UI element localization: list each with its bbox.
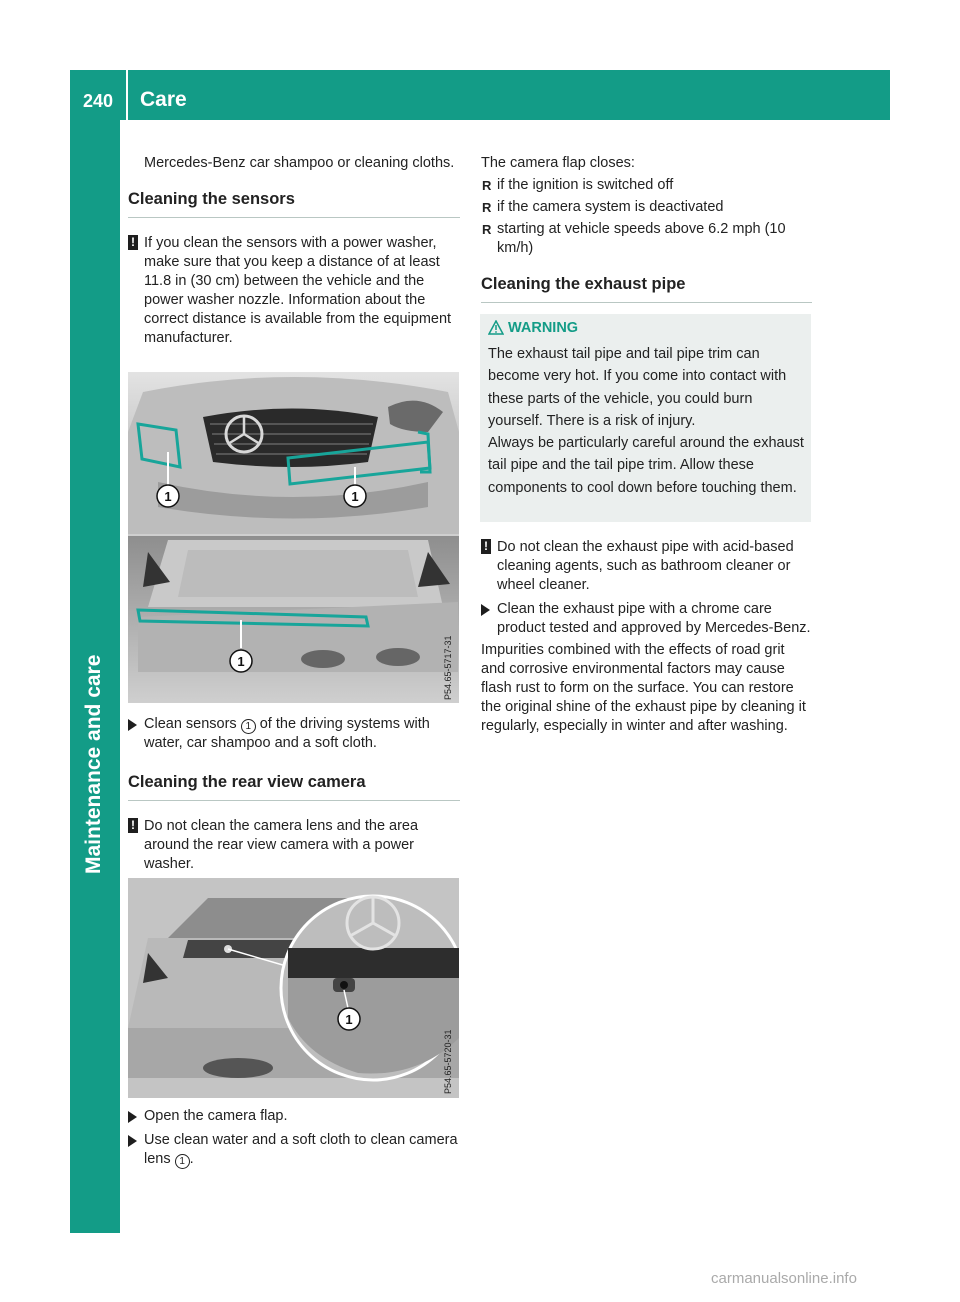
- step-arrow-icon: [128, 1135, 137, 1147]
- camera-step-1: [128, 1107, 460, 1126]
- left-column-3: [128, 1107, 460, 1169]
- exclamation-icon: !: [481, 539, 491, 554]
- sensors-figure: [128, 372, 459, 703]
- right-column: [481, 154, 812, 303]
- page-title: Care: [140, 88, 187, 111]
- camera-heading: Cleaning the rear view camera: [128, 773, 460, 801]
- callout-number: 1: [351, 489, 359, 504]
- page-number: 240: [82, 91, 114, 111]
- warning-body: [488, 343, 806, 499]
- watermark: carmanualsonline.info: [711, 1270, 857, 1287]
- intro-text: Mercedes-Benz car shampoo or cleaning cloths.: [144, 155, 455, 171]
- camera-figure: [128, 878, 459, 1098]
- callout-number: 1: [237, 654, 245, 669]
- exhaust-note: [481, 538, 812, 595]
- warning-box: [480, 314, 811, 522]
- exclamation-icon: !: [128, 235, 138, 250]
- sidebar-section-label: Maintenance and care: [82, 654, 105, 874]
- sensors-heading: Cleaning the sensors: [128, 190, 460, 218]
- flap-bullet: R if the camera system is deactivated: [482, 199, 724, 215]
- warning-title: WARNING: [508, 320, 579, 336]
- callout-icon: 1: [241, 719, 256, 734]
- flap-bullet: R starting at vehicle speeds above 6.2 mph (10 km/h): [482, 221, 786, 256]
- camera-note-text: Do not clean the camera lens and the area around the rear view camera with a power washer.: [144, 818, 419, 872]
- exclamation-icon: !: [128, 818, 138, 833]
- callout-icon: 1: [175, 1154, 190, 1169]
- warning-triangle-icon: [488, 320, 504, 335]
- exhaust-paragraph: Impurities combined with the effects of road grit and corrosive environmental factors may cause flash rust to form on the surface. You can restore the original shine of the exhaust pipe by cleaning it regularly, especially in winter and after washing.: [481, 642, 806, 734]
- left-column-2: [128, 715, 460, 874]
- exhaust-note-text: Do not clean the exhaust pipe with acid-based cleaning agents, such as bathroom cleaner or wheel cleaner.: [497, 539, 794, 593]
- page-header: [70, 70, 890, 120]
- camera-step-2-text-end: .: [189, 1151, 194, 1167]
- sensors-step: [128, 715, 460, 753]
- flap-bullet: R if the ignition is switched off: [482, 177, 674, 193]
- sensors-step-text: Clean sensors: [144, 716, 241, 732]
- figure-code: P54.65-5720-31: [443, 1029, 453, 1094]
- sensors-note-text: If you clean the sensors with a power washer, make sure that you keep a distance of at least 11.8 in (30 cm) between the vehicle and the power washer nozzle. Information about the correct distance is available from the equipment manufacturer.: [144, 235, 452, 346]
- warning-paragraph-1: The exhaust tail pipe and tail pipe trim can become very hot. If you come into contact with these parts of the vehicle, you could burn yourself. There is a risk of injury.: [488, 346, 787, 429]
- warning-paragraph-2: Always be particularly careful around the exhaust tail pipe and the tail pipe trim. Allow these components to cool down before touching them.: [488, 435, 804, 496]
- exhaust-step-text: Clean the exhaust pipe with a chrome care product tested and approved by Mercedes-Benz.: [497, 601, 811, 636]
- figure-code: P54.65-5717-31: [443, 635, 453, 700]
- camera-note: [128, 817, 460, 874]
- callout-number: 1: [164, 489, 172, 504]
- flap-bullet-text: starting at vehicle speeds above 6.2 mph (10 km/h): [497, 221, 786, 256]
- exhaust-heading: Cleaning the exhaust pipe: [481, 275, 812, 303]
- flap-bullet-text: if the ignition is switched off: [497, 177, 674, 193]
- sidebar-tab: [70, 120, 120, 1233]
- car-front-rear-illustration: [128, 372, 459, 703]
- header-divider: [126, 70, 128, 120]
- step-arrow-icon: [128, 1111, 137, 1123]
- camera-step-2-text: Use clean water and a soft cloth to clean camera lens: [144, 1132, 458, 1167]
- step-arrow-icon: [128, 719, 137, 731]
- camera-step-1-text: Open the camera flap.: [144, 1108, 288, 1124]
- step-arrow-icon: [481, 604, 490, 616]
- callout-number: 1: [345, 1012, 353, 1027]
- left-column: [128, 154, 460, 348]
- sensors-step-text-end: of the driving systems with water, car shampoo and a soft cloth.: [144, 716, 430, 751]
- camera-step-2: [128, 1131, 460, 1169]
- exhaust-step: [481, 600, 812, 638]
- flap-bullet-text: if the camera system is deactivated: [497, 199, 724, 215]
- sensors-note: [128, 234, 460, 348]
- right-column-2: [481, 538, 812, 736]
- rear-camera-illustration: [128, 878, 459, 1098]
- flap-intro: The camera flap closes:: [481, 155, 635, 171]
